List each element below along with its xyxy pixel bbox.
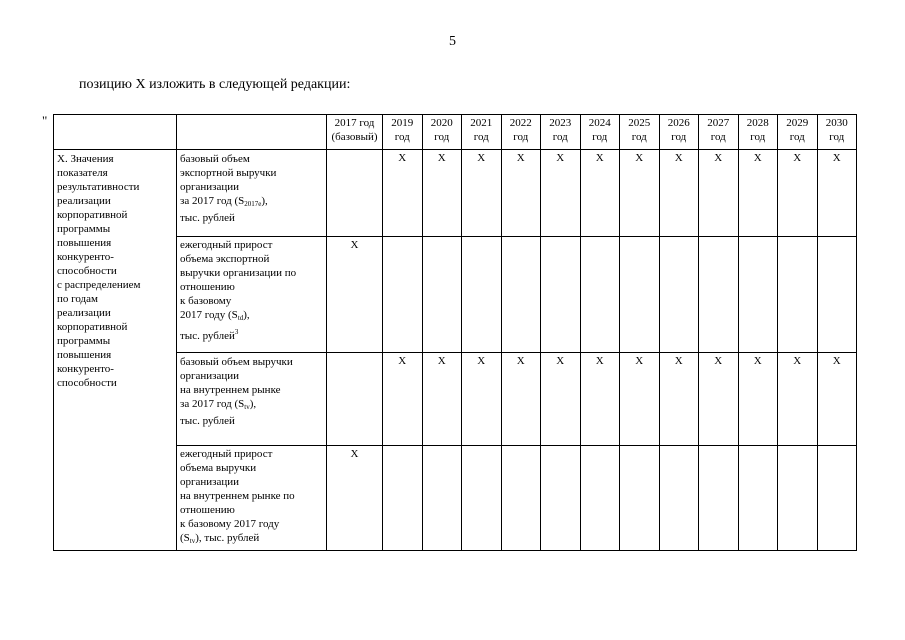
year-cell: X: [422, 150, 462, 237]
year-cell: [738, 237, 778, 353]
section-title-cell: X. Значения показателя результативности реализации корпоративной программы повышения конкуренто- способности с распределением по годам реализации корпоративной программы повышения конкуренто- способности: [54, 150, 177, 551]
year-cell: [422, 446, 462, 551]
header-year-2029: 2029 год: [778, 115, 818, 150]
header-year-2027: 2027 год: [699, 115, 739, 150]
header-year-2021: 2021 год: [462, 115, 502, 150]
header-year-2024: 2024 год: [580, 115, 620, 150]
indicator-description: ежегодный прирост объема экспортной выручки организации по отношению к базовому 2017 году $(S_{td})$, тыс. рублей$^3$: [177, 237, 327, 353]
intro-text: позицию X изложить в следующей редакции:: [79, 77, 351, 92]
year-cell: X: [738, 353, 778, 446]
year-cell: X: [659, 150, 699, 237]
year-cell: X: [383, 353, 423, 446]
year-cell: X: [778, 353, 818, 446]
year-cell: [383, 446, 423, 551]
indicator-description: ежегодный прирост объема выручки организации на внутреннем рынке по отношению к базовому 2017 году $(S_{tv})$, тыс. рублей: [177, 446, 327, 551]
year-cell: [580, 237, 620, 353]
year-cell: X: [541, 150, 581, 237]
year-cell: [817, 237, 857, 353]
year-cell: X: [620, 353, 660, 446]
year-cell: X: [620, 150, 660, 237]
header-year-2026: 2026 год: [659, 115, 699, 150]
year-cell: [659, 446, 699, 551]
year-cell: X: [817, 353, 857, 446]
year-cell: X: [422, 353, 462, 446]
year-cell: X: [580, 353, 620, 446]
year-cell: [422, 237, 462, 353]
header-empty-cell-1: [54, 115, 177, 150]
year-cell: X: [383, 150, 423, 237]
base-year-cell: [327, 353, 383, 446]
year-cell: [462, 237, 502, 353]
base-year-cell: [327, 150, 383, 237]
year-cell: [738, 446, 778, 551]
year-cell: [501, 446, 541, 551]
header-year-2019: 2019 год: [383, 115, 423, 150]
header-year-2028: 2028 год: [738, 115, 778, 150]
year-cell: X: [738, 150, 778, 237]
year-cell: [541, 446, 581, 551]
year-cell: [383, 237, 423, 353]
indicator-table: [53, 114, 857, 551]
header-year-2025: 2025 год: [620, 115, 660, 150]
year-cell: [462, 446, 502, 551]
year-cell: X: [817, 150, 857, 237]
header-year-2023: 2023 год: [541, 115, 581, 150]
year-cell: X: [699, 150, 739, 237]
year-cell: [699, 237, 739, 353]
year-cell: [501, 237, 541, 353]
year-cell: [580, 446, 620, 551]
year-cell: [699, 446, 739, 551]
header-year-2030: 2030 год: [817, 115, 857, 150]
header-base-year: 2017 год (базовый): [327, 115, 383, 150]
year-cell: X: [541, 353, 581, 446]
year-cell: X: [659, 353, 699, 446]
year-cell: [659, 237, 699, 353]
year-cell: [620, 446, 660, 551]
year-cell: X: [580, 150, 620, 237]
year-cell: X: [699, 353, 739, 446]
year-cell: [541, 237, 581, 353]
base-year-cell: X: [327, 237, 383, 353]
year-cell: X: [462, 353, 502, 446]
year-cell: [620, 237, 660, 353]
year-cell: [817, 446, 857, 551]
header-empty-cell-2: [177, 115, 327, 150]
year-cell: [778, 237, 818, 353]
header-year-2020: 2020 год: [422, 115, 462, 150]
indicator-description: базовый объем выручки организации на внутреннем рынке за 2017 год $(S_{tv})$, тыс. рублей: [177, 353, 327, 446]
year-cell: X: [501, 353, 541, 446]
table-header-row: [54, 115, 857, 150]
page-number: 5: [449, 34, 456, 49]
header-year-2022: 2022 год: [501, 115, 541, 150]
year-cell: X: [462, 150, 502, 237]
year-cell: X: [501, 150, 541, 237]
base-year-cell: X: [327, 446, 383, 551]
table-row: [54, 150, 857, 237]
year-cell: [778, 446, 818, 551]
indicator-description: базовый объем экспортной выручки организации за 2017 год $(S_{2017e})$, тыс. рублей: [177, 150, 327, 237]
year-cell: X: [778, 150, 818, 237]
opening-quote-mark: ": [42, 113, 48, 128]
